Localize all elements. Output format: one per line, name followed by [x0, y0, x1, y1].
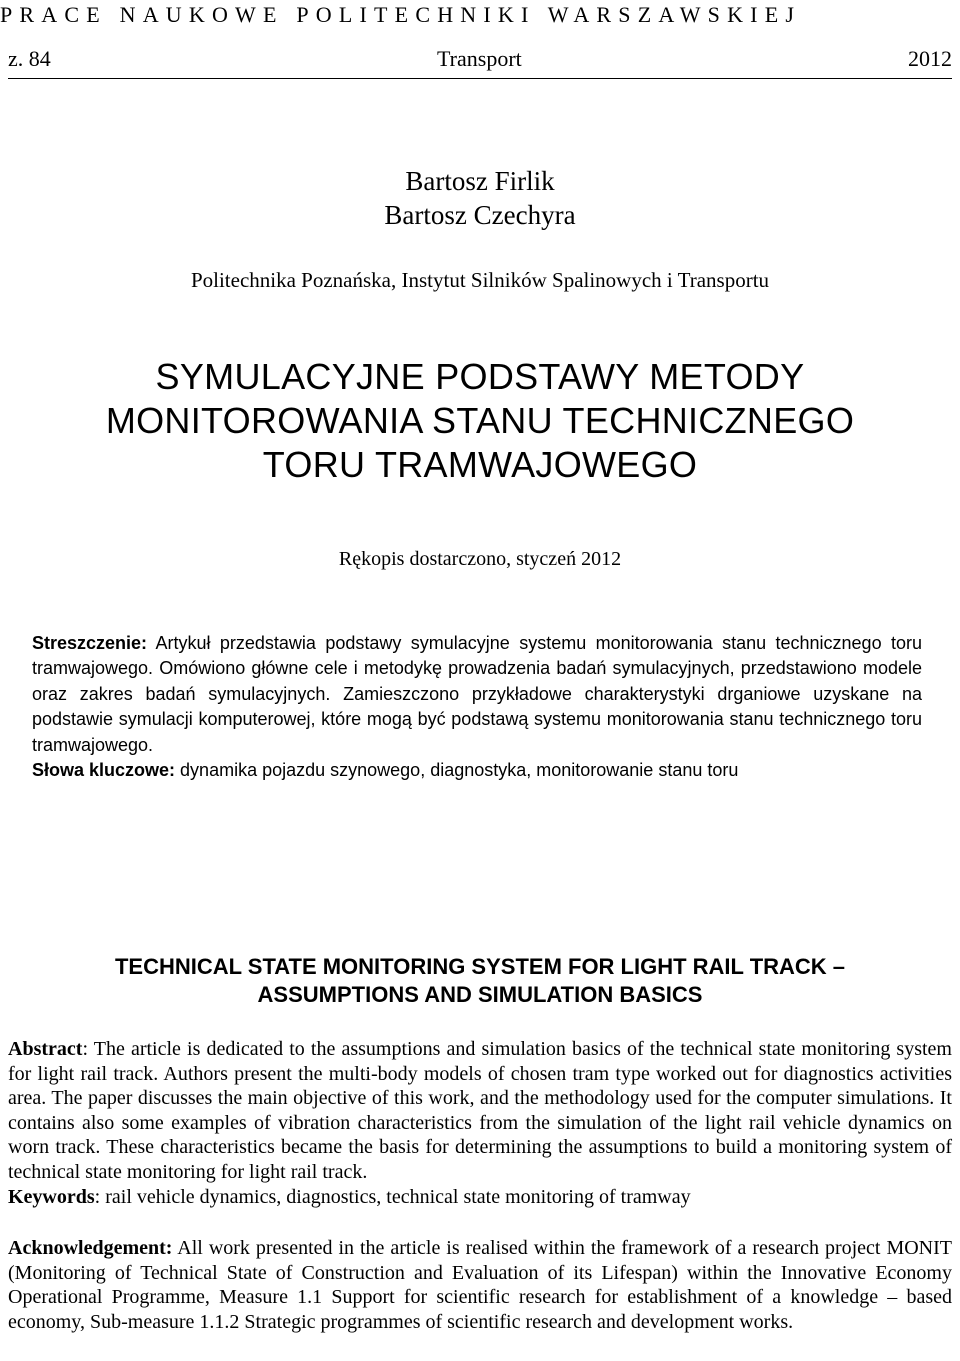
acknowledgement-label: Acknowledgement:	[8, 1237, 173, 1259]
abstract-english	[8, 1037, 952, 1185]
title-line: ASSUMPTIONS AND SIMULATION BASICS	[257, 982, 703, 1007]
title-line: TORU TRAMWAJOWEGO	[262, 444, 698, 485]
journal-name: PRACE NAUKOWE POLITECHNIKI WARSZAWSKIEJ	[0, 2, 802, 27]
issue-number: z. 84	[8, 46, 51, 71]
title-polish	[0, 355, 960, 487]
received-date: Rękopis dostarczono, styczeń 2012	[338, 548, 622, 570]
author-name: Bartosz Firlik	[405, 166, 555, 196]
author-name: Bartosz Czechyra	[384, 200, 576, 230]
title-line: SYMULACYJNE PODSTAWY METODY	[155, 356, 805, 397]
abstract-english-block	[8, 1037, 952, 1209]
issue-header	[8, 38, 952, 79]
keywords-polish	[32, 758, 922, 783]
keywords-english-text: : rail vehicle dynamics, diagnostics, technical state monitoring of tramway	[94, 1185, 691, 1208]
title-line: TECHNICAL STATE MONITORING SYSTEM FOR LIGHT RAIL TRACK –	[114, 954, 846, 979]
keywords-english-label: Keywords	[8, 1185, 95, 1208]
abstract-english-label: Abstract	[8, 1038, 83, 1060]
keywords-polish-label: Słowa kluczowe:	[32, 760, 176, 781]
abstract-polish	[32, 631, 922, 758]
issue-year: 2012	[908, 46, 952, 71]
abstract-polish-label: Streszczenie:	[32, 633, 148, 653]
acknowledgement	[8, 1236, 952, 1334]
title-line: MONITOROWANIA STANU TECHNICZNEGO	[105, 400, 855, 441]
affiliation: Politechnika Poznańska, Instytut Silników Spalinowych i Transportu	[190, 268, 770, 292]
series-name: Transport	[437, 46, 522, 71]
acknowledgement-block	[8, 1236, 952, 1334]
keywords-english	[8, 1185, 952, 1210]
title-english	[0, 953, 960, 1009]
abstract-english-text: : The article is dedicated to the assumptions and simulation basics of the technical state monitoring system for light rail track. Authors present the multi-body models of chosen tram type worked out for diagnostics activities area. The paper discusses the main objective of this work, and the methodology used for the computer simulations. It contains also some examples of vibration characteristics from the simulation of the light rail vehicle dynamics on worn track. These characteristics became the basis for determining the assumptions to build a monitoring system of technical state monitoring for light rail track.	[8, 1038, 952, 1183]
acknowledgement-text: All work presented in the article is realised within the framework of a research project MONIT (Monitoring of Technical State of Construction and Evaluation of its Lifespan) within the Innovative Economy Operational Programme, Measure 1.1 Support for scientific research for establishment of a knowledge – based economy, Sub-measure 1.1.2 Strategic programmes of scientific research and development works.	[8, 1237, 952, 1333]
abstract-polish-text: Artykuł przedstawia podstawy symulacyjne systemu monitorowania stanu technicznego toru tramwajowego. Omówiono główne cele i metodykę prowadzenia badań symulacyjnych, przedstawiono modele oraz zakres badań symulacyjnych. Zamieszczono przykładowe charakterystyki drganiowe uzyskane na podstawie symulacji komputerowej, które mogą być podstawą systemu monitorowania stanu technicznego toru tramwajowego.	[32, 633, 922, 755]
keywords-polish-text: dynamika pojazdu szynowego, diagnostyka, monitorowanie stanu toru	[175, 760, 739, 781]
abstract-polish-block	[32, 631, 922, 783]
